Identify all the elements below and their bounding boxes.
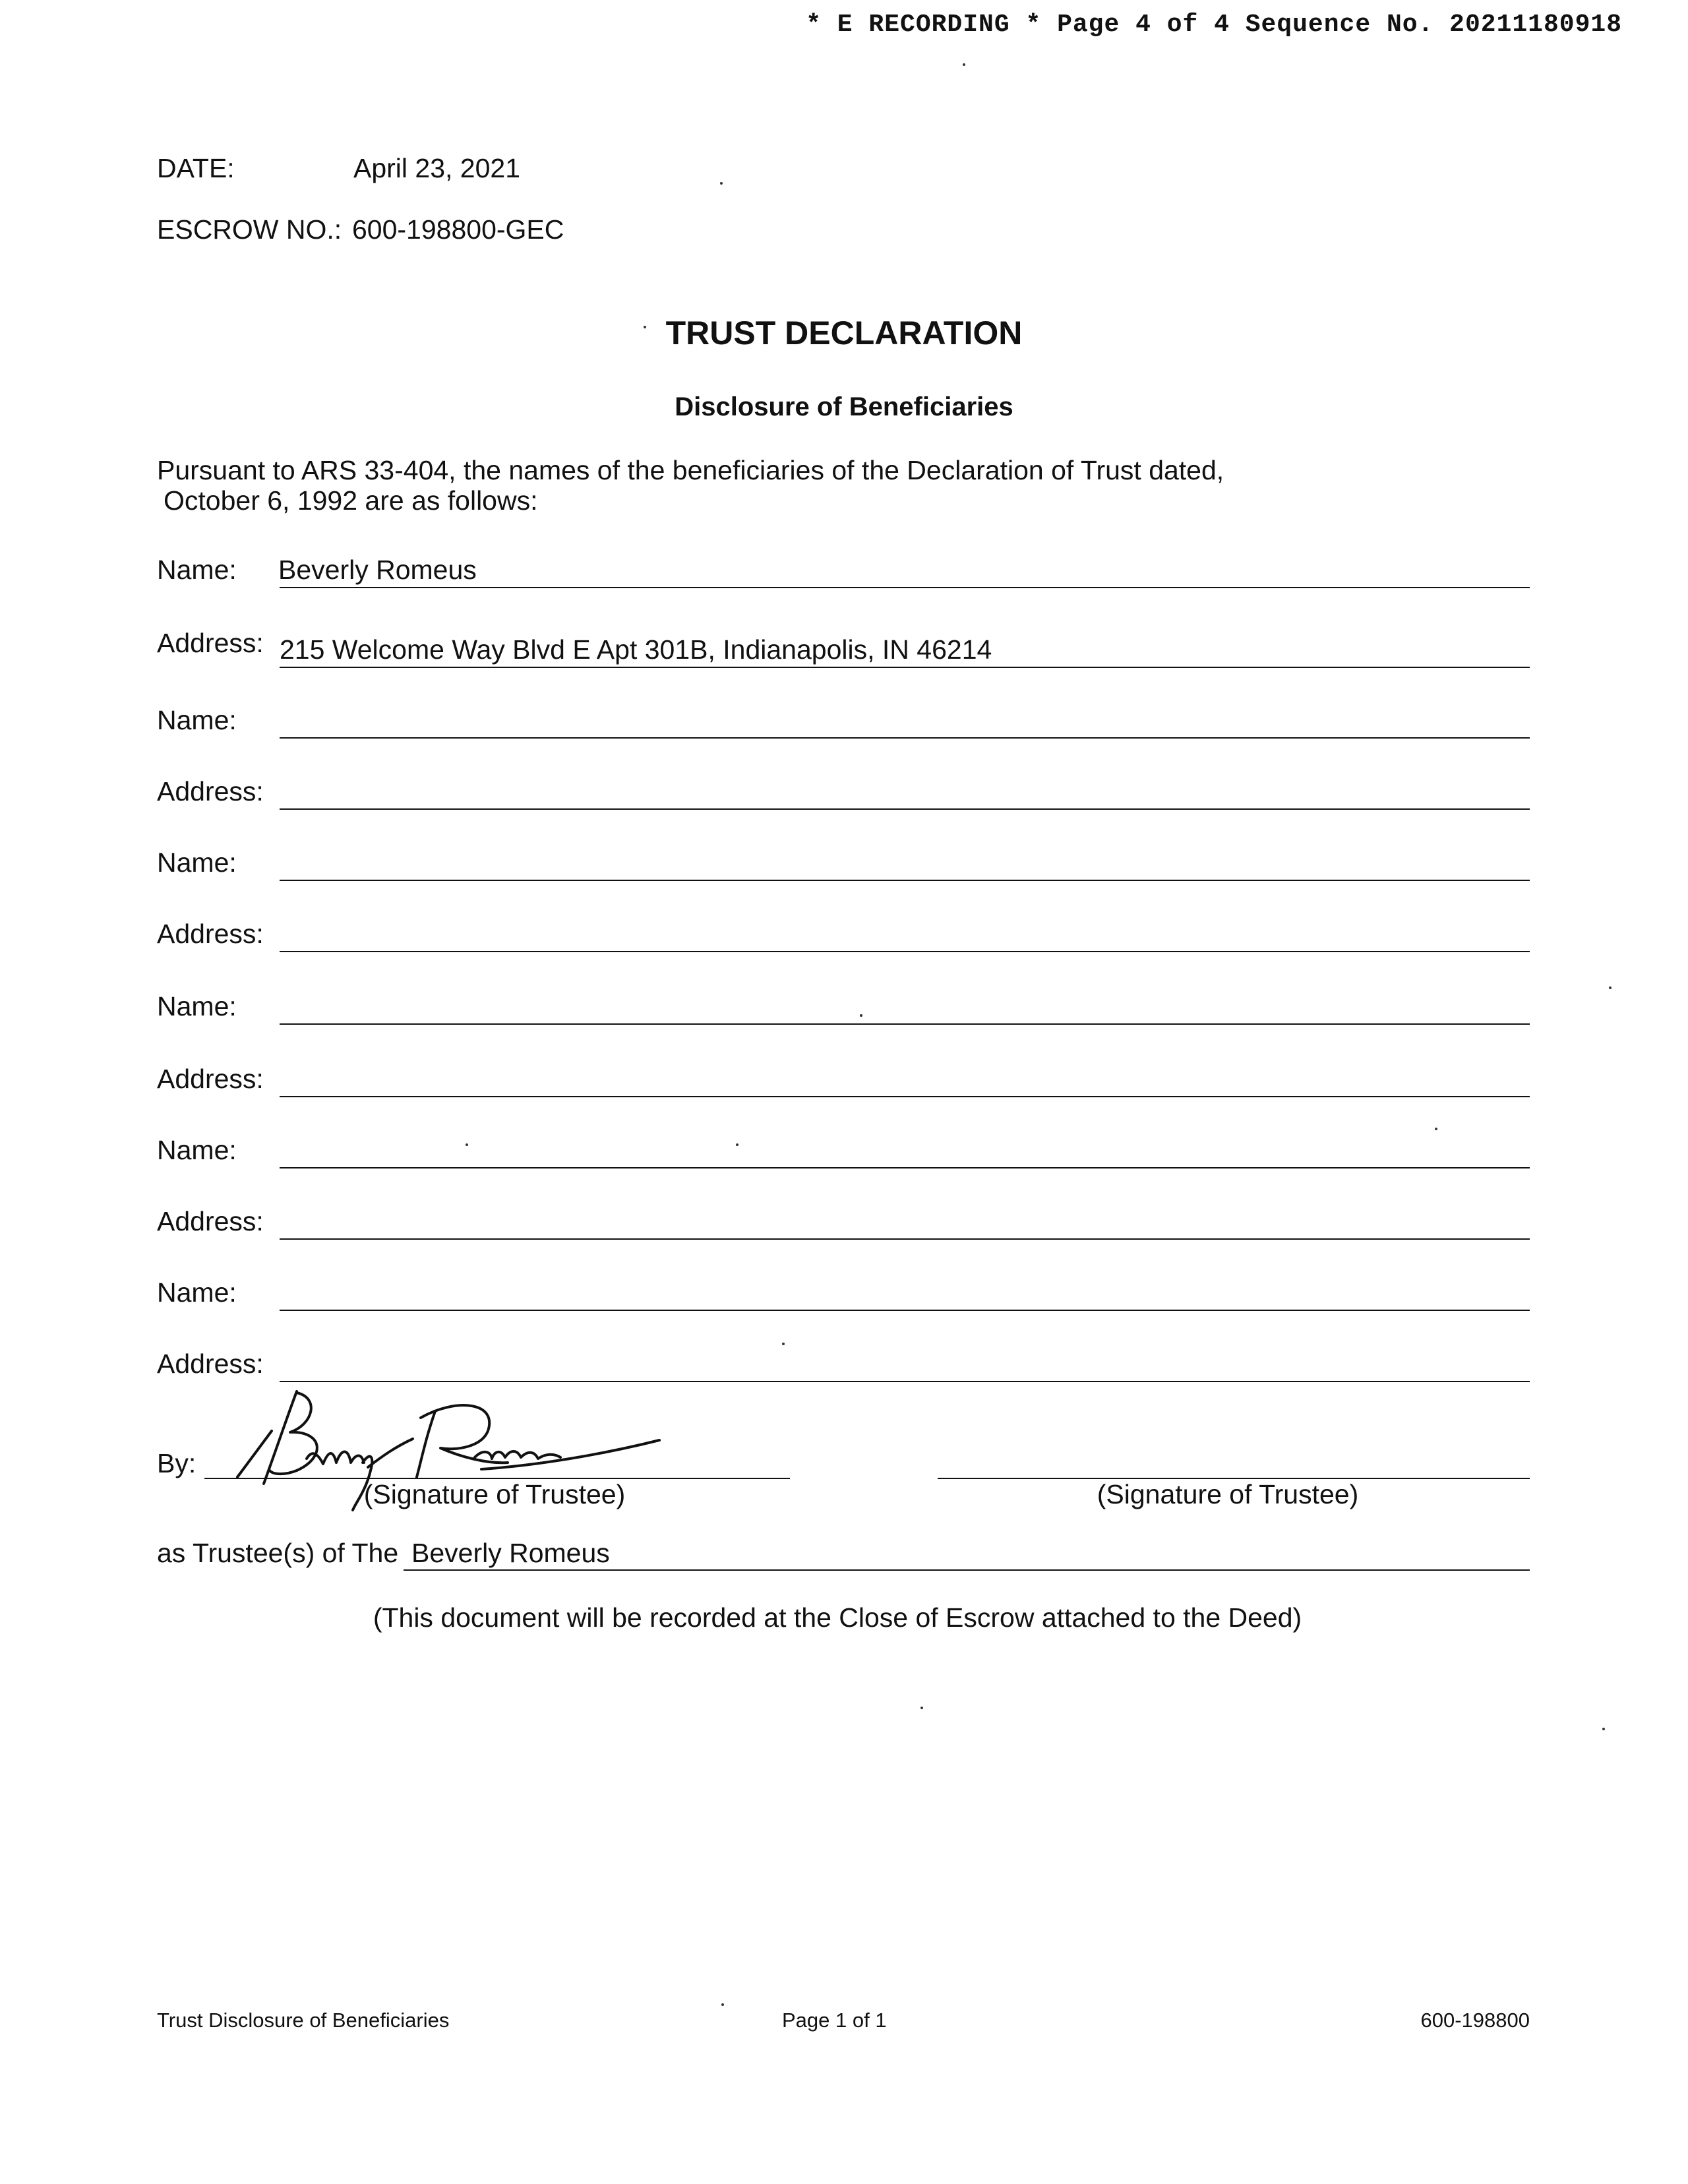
address-label: Address: bbox=[157, 1206, 264, 1236]
escrow-label: ESCROW NO.: bbox=[157, 214, 342, 245]
address-line bbox=[280, 1096, 1530, 1097]
beneficiary-name-row bbox=[157, 986, 1530, 1026]
beneficiary-address-row bbox=[157, 630, 1530, 669]
beneficiary-name-row bbox=[157, 1130, 1530, 1170]
beneficiary-name-row bbox=[157, 550, 1530, 590]
address-label: Address: bbox=[157, 919, 264, 949]
address-label: Address: bbox=[157, 1064, 264, 1094]
scan-speck bbox=[1609, 986, 1612, 989]
name-line bbox=[280, 1310, 1530, 1311]
beneficiary-address-row bbox=[157, 914, 1530, 954]
beneficiary-name-row bbox=[157, 1273, 1530, 1312]
scan-speck bbox=[720, 182, 723, 185]
beneficiary-name-row bbox=[157, 700, 1530, 740]
name-label: Name: bbox=[157, 991, 237, 1021]
scan-speck bbox=[466, 1143, 468, 1146]
beneficiary-address-value: 215 Welcome Way Blvd E Apt 301B, Indianapolis, IN 46214 bbox=[280, 634, 992, 665]
beneficiary-name-row bbox=[157, 843, 1530, 882]
signature-caption-left: (Signature of Trustee) bbox=[363, 1479, 626, 1509]
signature-caption-right: (Signature of Trustee) bbox=[1097, 1479, 1359, 1509]
name-label: Name: bbox=[157, 1135, 237, 1165]
intro-line-1: Pursuant to ARS 33-404, the names of the beneficiaries of the Declaration of Trust dated, bbox=[157, 455, 1224, 485]
date-value: April 23, 2021 bbox=[353, 153, 521, 183]
document-title: TRUST DECLARATION bbox=[665, 315, 1023, 351]
scan-speck bbox=[963, 63, 965, 66]
beneficiary-address-row bbox=[157, 1059, 1530, 1099]
address-line bbox=[280, 808, 1530, 810]
scan-speck bbox=[1602, 1728, 1605, 1730]
date-label: DATE: bbox=[157, 153, 235, 183]
document-subtitle: Disclosure of Beneficiaries bbox=[675, 392, 1013, 421]
scan-speck bbox=[1435, 1128, 1437, 1130]
intro-paragraph bbox=[157, 455, 1542, 516]
scan-speck bbox=[644, 326, 646, 328]
scan-speck bbox=[920, 1707, 923, 1709]
trustee-value: Beverly Romeus bbox=[411, 1538, 610, 1568]
scan-speck bbox=[860, 1014, 862, 1017]
name-line bbox=[280, 587, 1530, 588]
scan-speck bbox=[721, 2003, 724, 2006]
footer-left: Trust Disclosure of Beneficiaries bbox=[157, 2009, 450, 2032]
recording-note: (This document will be recorded at the Close of Escrow attached to the Deed) bbox=[373, 1602, 1302, 1633]
recording-stamp: * E RECORDING * Page 4 of 4 Sequence No. 20211180918 bbox=[806, 11, 1622, 39]
name-line bbox=[280, 1023, 1530, 1025]
beneficiary-address-row bbox=[157, 1344, 1530, 1383]
name-line bbox=[280, 737, 1530, 739]
trustee-label: as Trustee(s) of The bbox=[157, 1538, 399, 1568]
name-line bbox=[280, 880, 1530, 881]
address-label: Address: bbox=[157, 776, 264, 806]
scan-speck bbox=[736, 1143, 738, 1146]
address-label: Address: bbox=[157, 1349, 264, 1379]
intro-line-2: October 6, 1992 are as follows: bbox=[164, 485, 538, 516]
by-label: By: bbox=[157, 1448, 196, 1478]
name-label: Name: bbox=[157, 1277, 237, 1308]
escrow-value: 600-198800-GEC bbox=[352, 214, 564, 245]
beneficiary-address-row bbox=[157, 1201, 1530, 1241]
name-label: Name: bbox=[157, 847, 237, 878]
name-label: Name: bbox=[157, 555, 237, 585]
beneficiary-address-row bbox=[157, 772, 1530, 811]
address-label: Address: bbox=[157, 628, 264, 658]
name-line bbox=[280, 1167, 1530, 1168]
address-line bbox=[280, 951, 1530, 952]
address-line bbox=[280, 1238, 1530, 1240]
scan-speck bbox=[782, 1343, 785, 1345]
trustee-line bbox=[404, 1569, 1530, 1571]
beneficiary-name-value: Beverly Romeus bbox=[278, 555, 477, 585]
address-line bbox=[280, 1381, 1530, 1382]
footer-page-number: Page 1 of 1 bbox=[782, 2009, 887, 2032]
address-line bbox=[280, 667, 1530, 668]
footer-right: 600-198800 bbox=[1420, 2009, 1530, 2032]
name-label: Name: bbox=[157, 705, 237, 735]
